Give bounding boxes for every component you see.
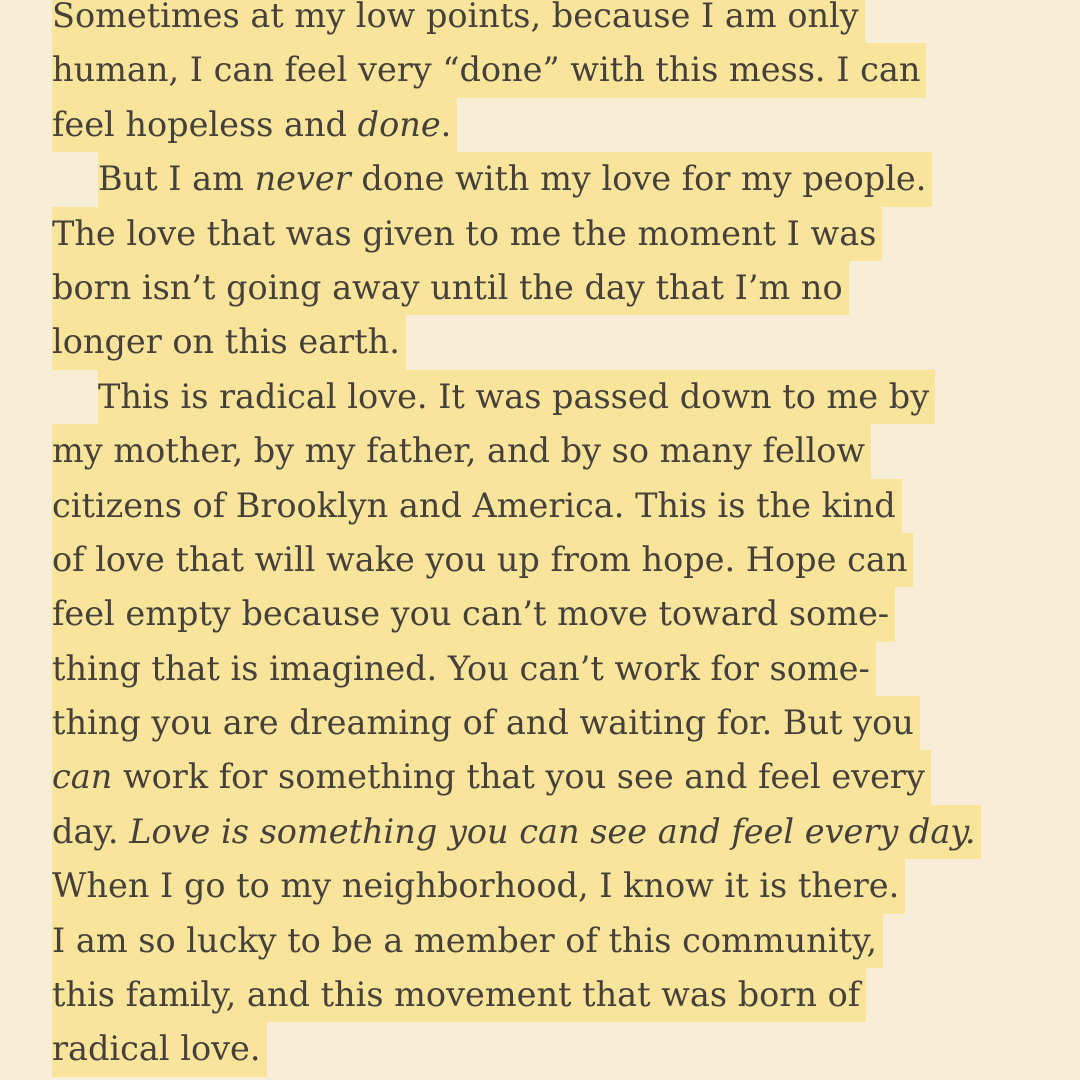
text-line (52, 424, 1080, 478)
text-segment: of love that will wake you up from hope. Hope can (52, 539, 908, 579)
text-segment: . (440, 104, 452, 144)
italic-text-segment: can (52, 757, 113, 797)
text-line (52, 315, 1080, 369)
text-segment: day. (52, 811, 130, 851)
text-segment: human, I can feel very “done” with this mess. I can (52, 50, 921, 90)
text-line (52, 859, 1080, 913)
text-highlight (52, 533, 913, 587)
text-segment: thing that is imagined. You can’t work for some- (52, 648, 870, 688)
text-line (52, 1022, 1080, 1076)
text-highlight (52, 424, 871, 478)
text-highlight (52, 43, 926, 97)
text-highlight (52, 859, 905, 913)
italic-text-segment: Love is something you can see and feel every day. (129, 811, 976, 851)
text-segment: radical love. (52, 1029, 261, 1069)
text-highlight (52, 1022, 267, 1076)
text-highlight (52, 315, 406, 369)
text-line (52, 98, 1080, 152)
text-line (52, 261, 1080, 315)
text-line (52, 587, 1080, 641)
italic-text-segment: done (357, 104, 441, 144)
text-line (52, 968, 1080, 1022)
text-highlight (52, 0, 865, 43)
text-line (52, 914, 1080, 968)
text-line (52, 43, 1080, 97)
text-line (52, 479, 1080, 533)
text-segment: When I go to my neighborhood, I know it is there. (52, 866, 900, 906)
text-highlight (52, 914, 883, 968)
text-segment: The love that was given to me the moment I was (52, 213, 877, 253)
text-highlight (52, 750, 931, 804)
text-highlight (52, 642, 876, 696)
text-segment: I am so lucky to be a member of this community, (52, 920, 878, 960)
text-segment: longer on this earth. (52, 322, 400, 362)
text-segment: born isn’t going away until the day that I’m no (52, 267, 843, 307)
text-segment: feel hopeless and (52, 104, 358, 144)
text-line (52, 370, 1080, 424)
text-line (52, 642, 1080, 696)
text-line (52, 750, 1080, 804)
text-segment: But I am (98, 159, 255, 199)
text-segment: citizens of Brooklyn and America. This is the kind (52, 485, 896, 525)
text-segment: done with my love for my people. (350, 159, 927, 199)
text-highlight (52, 207, 882, 261)
text-line (52, 152, 1080, 206)
text-segment: feel empty because you can’t move toward some- (52, 594, 890, 634)
text-highlight (98, 370, 935, 424)
text-highlight (52, 587, 895, 641)
text-segment: this family, and this movement that was born of (52, 975, 861, 1015)
text-segment: Sometimes at my low points, because I am only (52, 0, 859, 35)
text-segment: work for something that you see and feel every (112, 757, 925, 797)
highlighted-passage (52, 0, 1080, 1077)
text-highlight (52, 98, 457, 152)
text-line (52, 533, 1080, 587)
text-line (52, 805, 1080, 859)
text-segment: my mother, by my father, and by so many fellow (52, 431, 866, 471)
text-line (52, 696, 1080, 750)
text-line (52, 0, 1080, 43)
text-highlight (52, 968, 866, 1022)
text-segment: thing you are dreaming of and waiting for. But you (52, 703, 914, 743)
text-highlight (98, 152, 932, 206)
text-segment: This is radical love. It was passed down to me by (98, 376, 930, 416)
text-highlight (52, 261, 849, 315)
text-line (52, 207, 1080, 261)
text-highlight (52, 696, 920, 750)
text-highlight (52, 805, 981, 859)
text-highlight (52, 479, 902, 533)
italic-text-segment: never (254, 159, 351, 199)
